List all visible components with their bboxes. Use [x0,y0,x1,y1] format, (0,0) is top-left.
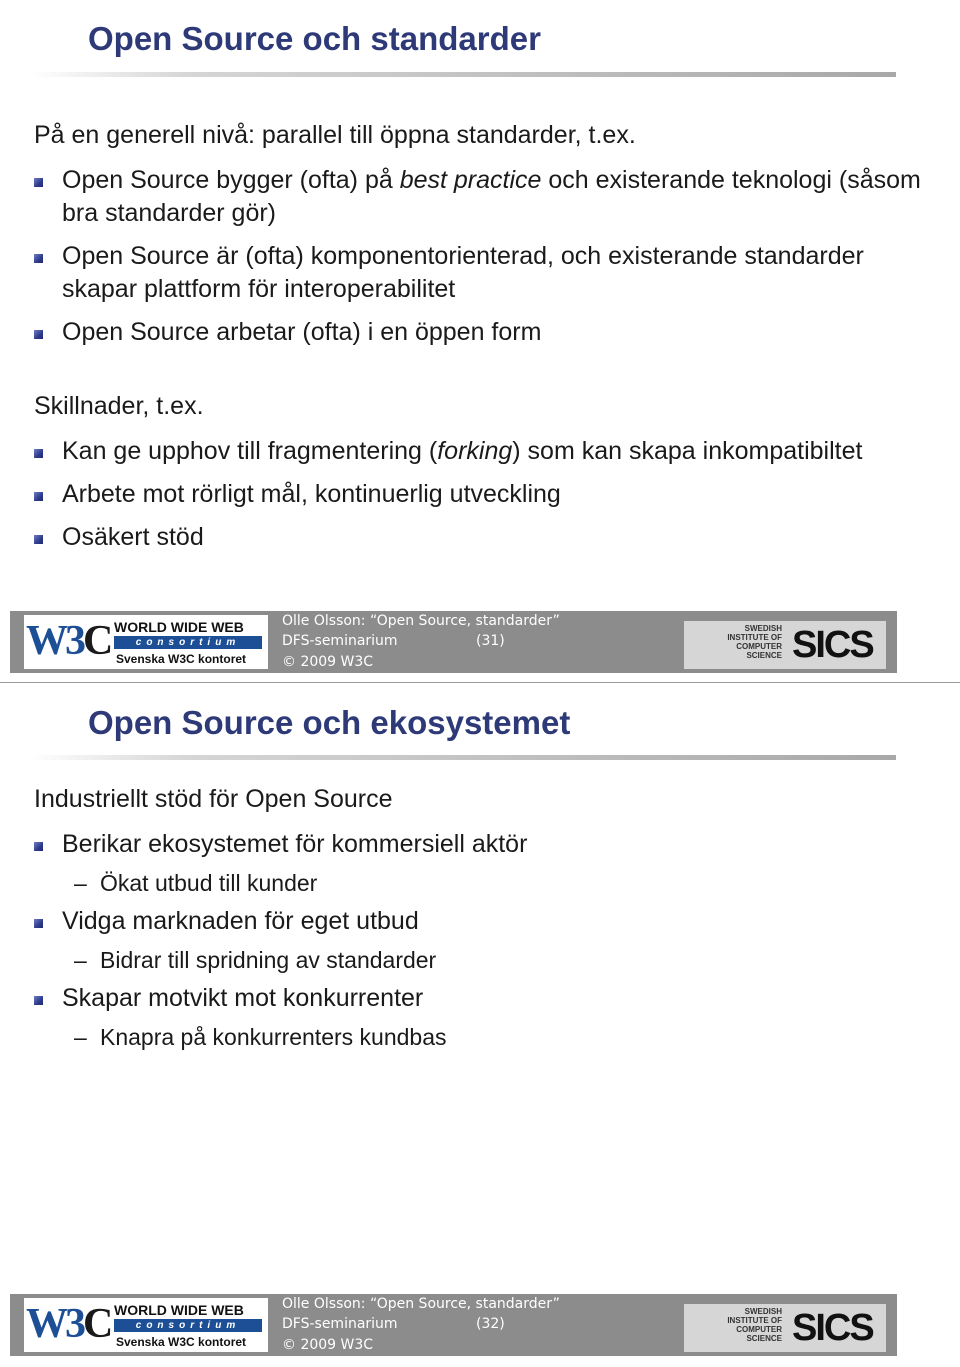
w3c-logo-line: consortium [114,636,262,649]
w3c-logo [24,615,268,669]
sub-bullet-item [34,869,924,897]
bullet-text: Open Source är (ofta) komponentorienterad, och existerande standarder skapar plattform för interoperabilitet [62,242,864,303]
w3c-logo-line: Svenska W3C kontoret [116,1335,247,1349]
bullet-text: Berikar ekosystemet för kommersiell aktör [62,830,528,858]
square-bullet-icon [34,492,43,501]
bullet-text: och existerande teknologi (såsom bra standarder gör) [62,166,921,227]
sics-logo [684,621,886,669]
sics-logo-word: SICS [792,1307,873,1349]
dash-icon: – [74,947,87,973]
footer-copyright: © 2009 W3C [282,1337,374,1353]
section-lead: På en generell nivå: parallel till öppna standarder, t.ex. [34,121,636,149]
square-bullet-icon [34,996,43,1005]
slide-31 [0,0,960,683]
sub-bullet-text: Bidrar till spridning av standarder [100,947,437,973]
page-number: (31) [476,633,505,649]
bullet-item [34,982,924,1015]
slide-32 [0,684,960,1367]
bullet-text: Kan ge upphov till fragmentering ( [62,437,438,465]
slide-content [34,120,924,554]
w3c-logo-mark: W3C [26,618,111,664]
sics-logo-caption: SWEDISH INSTITUTE OF COMPUTER SCIENCE [727,1307,782,1343]
bullet-text: Open Source bygger (ofta) på [62,166,400,194]
sub-bullet-text: Ökat utbud till kunder [100,870,318,896]
title-rule [30,72,896,77]
bullet-text: Open Source arbetar (ofta) i en öppen form [62,318,542,346]
sub-bullet-item [34,1023,924,1051]
page-number: (32) [476,1316,505,1332]
square-bullet-icon [34,178,43,187]
sics-logo-caption: SWEDISH INSTITUTE OF COMPUTER SCIENCE [727,624,782,660]
sub-bullet-text: Knapra på konkurrenters kundbas [100,1024,447,1050]
w3c-logo-line: WORLD WIDE WEB [114,1302,244,1318]
w3c-logo-line: consortium [114,1319,262,1332]
dash-icon: – [74,870,87,896]
page-separator [0,682,960,683]
footer-event [282,1316,505,1332]
sub-bullet-item [34,946,924,974]
bullet-item [34,164,924,230]
footer-event-name: DFS-seminarium [282,633,398,649]
bullet-item [34,521,924,554]
slide-content [34,784,924,1051]
bullet-item [34,478,924,511]
footer-event-name: DFS-seminarium [282,1316,398,1332]
bullet-item [34,905,924,938]
bullet-text: Skapar motvikt mot konkurrenter [62,984,424,1012]
dash-icon: – [74,1024,87,1050]
square-bullet-icon [34,535,43,544]
section-lead: Skillnader, t.ex. [34,392,204,420]
slide-title: Open Source och standarder [88,20,541,57]
bullet-item [34,828,924,861]
sics-logo [684,1304,886,1352]
footer-event [282,633,505,649]
square-bullet-icon [34,449,43,458]
bullet-item [34,240,924,306]
square-bullet-icon [34,330,43,339]
sics-logo-word: SICS [792,624,873,666]
slide-title: Open Source och ekosystemet [88,704,571,741]
title-rule [30,755,896,760]
footer-copyright: © 2009 W3C [282,654,374,670]
footer-author: Olle Olsson: “Open Source, standarder” [282,1296,560,1312]
slide-footer [10,611,897,673]
bullet-item [34,316,924,349]
bullet-text: Osäkert stöd [62,523,204,551]
w3c-logo-line: WORLD WIDE WEB [114,619,244,635]
bullet-emphasis: best practice [399,166,542,194]
slide-footer [10,1294,897,1356]
bullet-text: Arbete mot rörligt mål, kontinuerlig utveckling [62,480,561,508]
footer-author: Olle Olsson: “Open Source, standarder” [282,613,560,629]
w3c-logo-line: Svenska W3C kontoret [116,652,247,666]
square-bullet-icon [34,919,43,928]
square-bullet-icon [34,842,43,851]
w3c-logo [24,1298,268,1352]
bullet-text: ) som kan skapa inkompatibiltet [512,437,863,465]
bullet-item [34,435,924,468]
section-lead: Industriellt stöd för Open Source [34,785,393,813]
square-bullet-icon [34,254,43,263]
bullet-emphasis: forking [437,437,513,465]
bullet-text: Vidga marknaden för eget utbud [62,907,419,935]
w3c-logo-mark: W3C [26,1301,111,1347]
